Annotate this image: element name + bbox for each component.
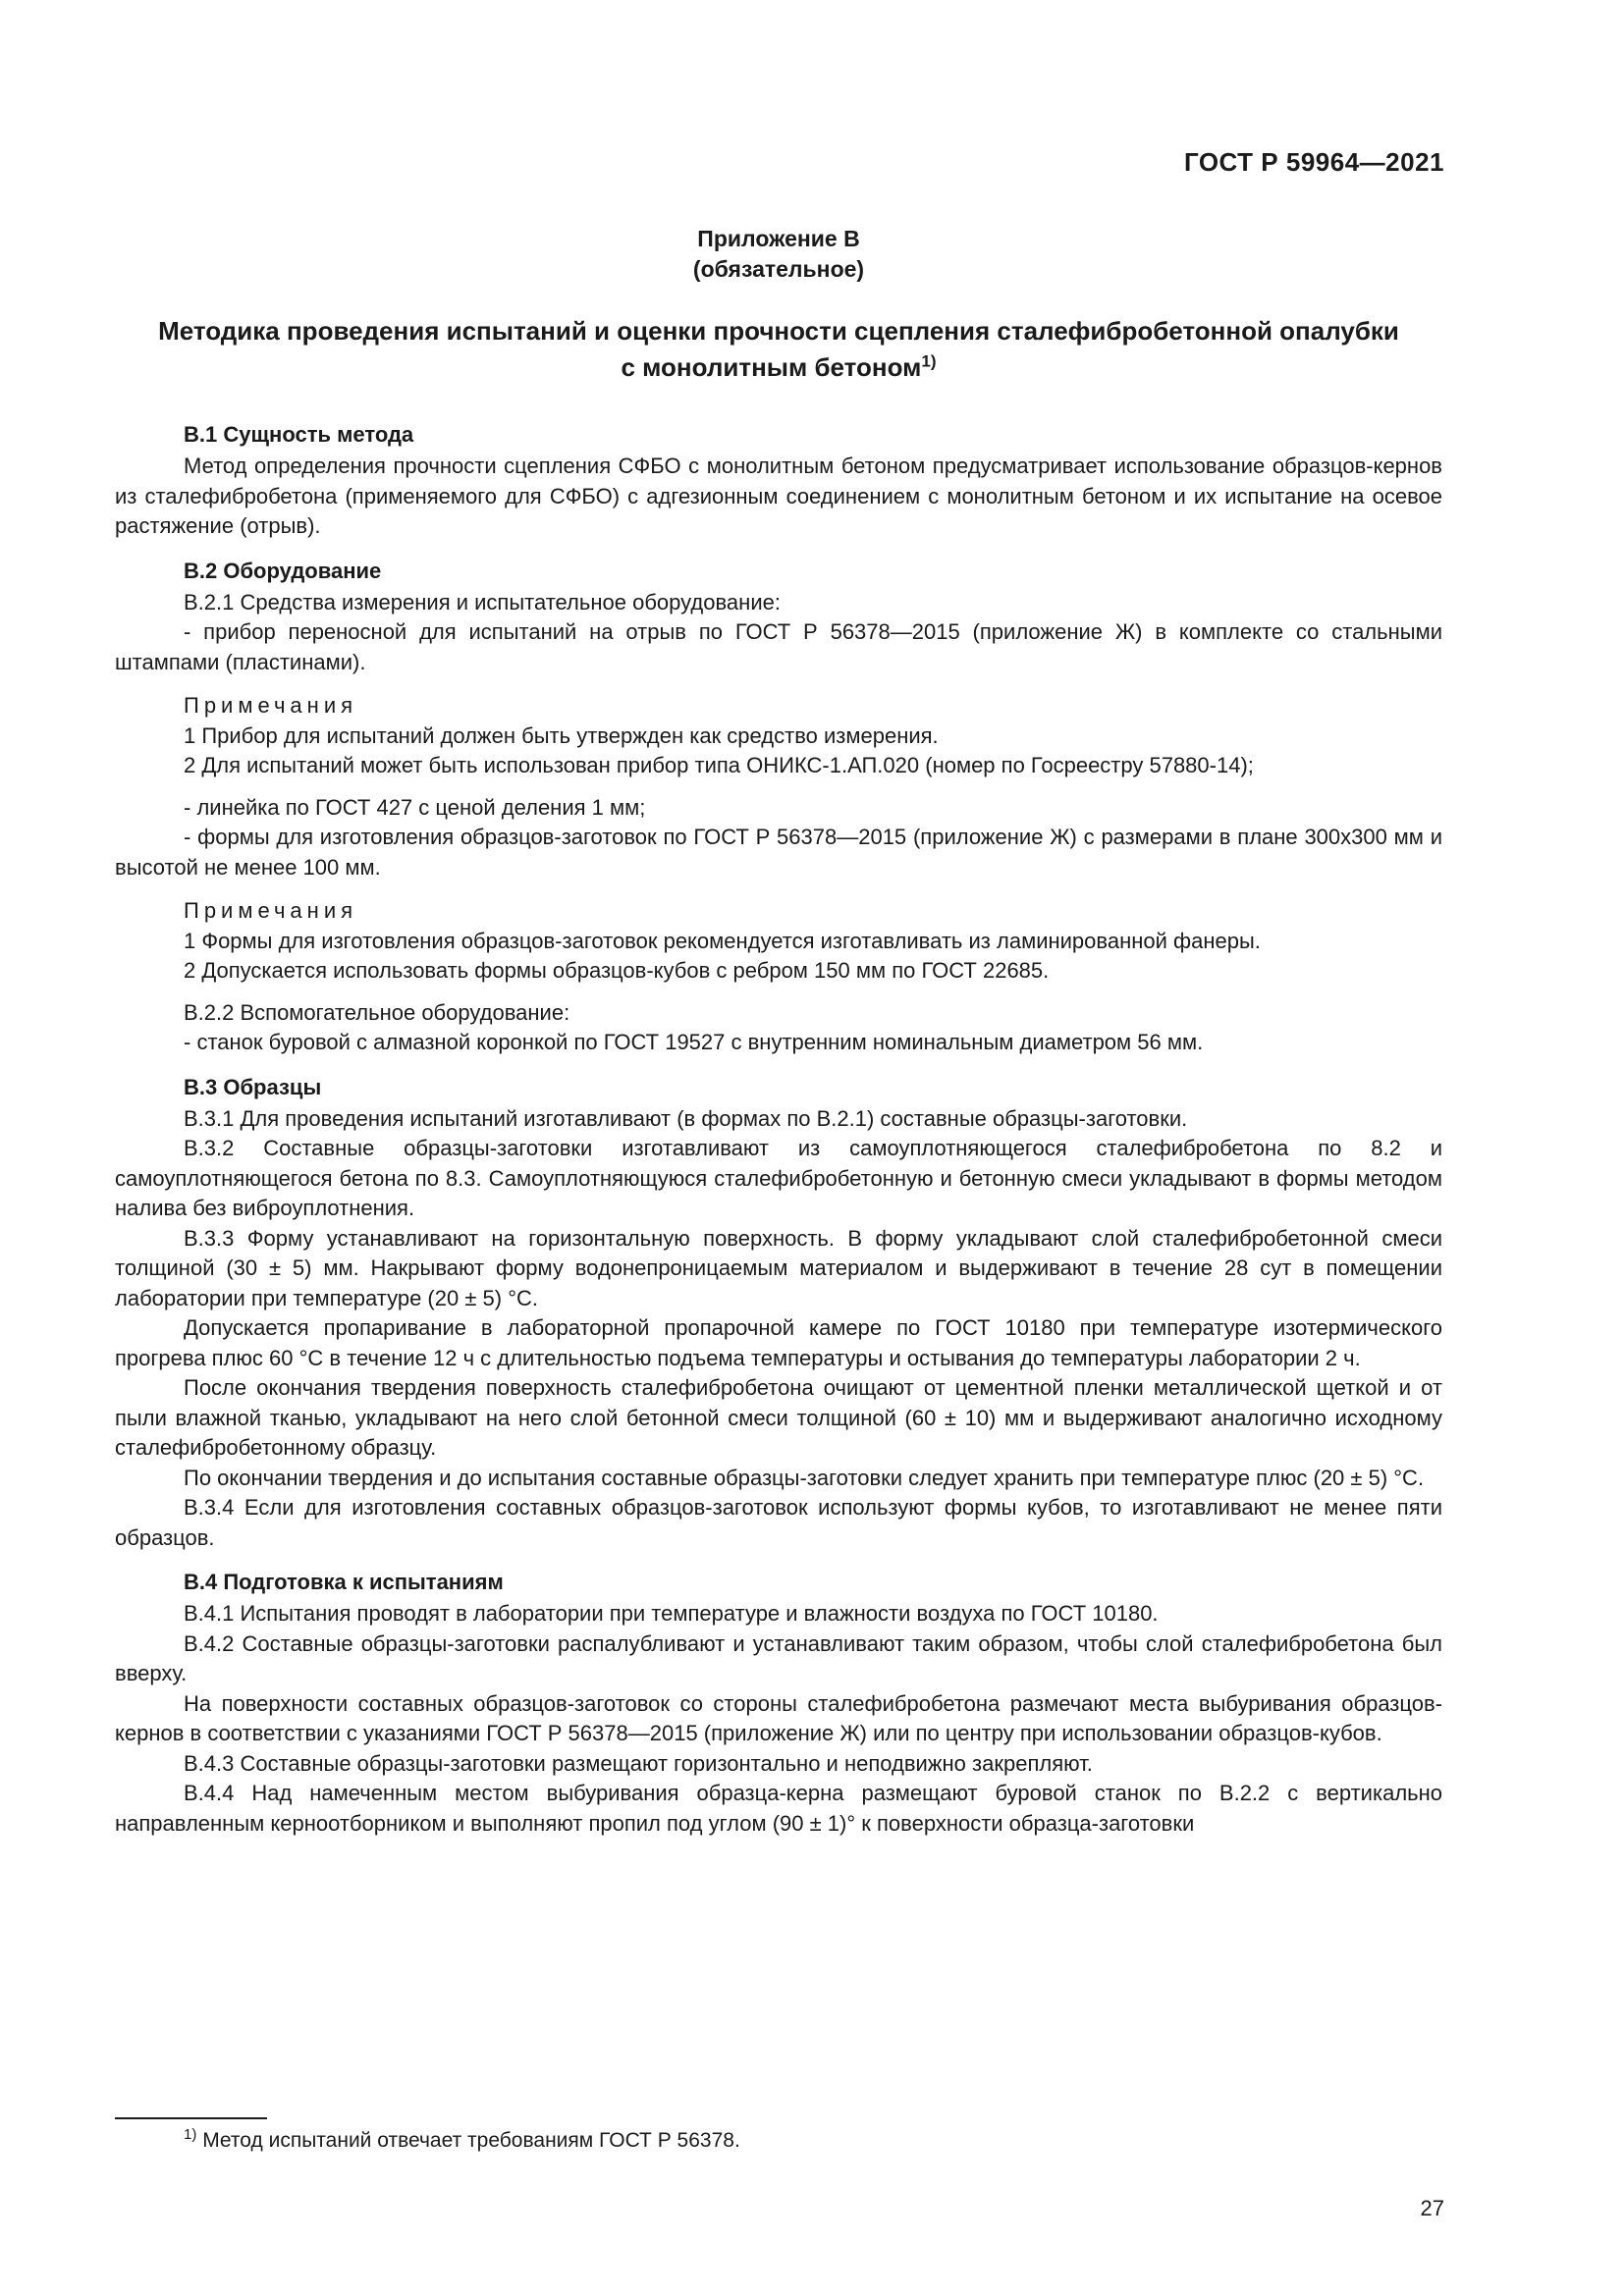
paragraph: По окончании твердения и до испытания составные образцы-заготовки следует хранить при температуре плюс (20 ± 5) °С. — [184, 1465, 1425, 1490]
paragraph: В.3.3 Форму устанавливают на горизонтальную поверхность. В форму укладывают слой сталефибробетонной смеси толщиной (30 ± 5) мм. Накрывают форму водонепроницаемым материалом и выдерживают в течение 28 сут в помещении лаборатории при температуре (20 ± 5) °С. — [115, 1225, 1442, 1310]
notes-heading: Примечания — [184, 693, 358, 718]
document-code: ГОСТ Р 59964—2021 — [1183, 147, 1444, 177]
paragraph: - прибор переносной для испытаний на отрыв по ГОСТ Р 56378—2015 (приложение Ж) в комплекте со стальными штампами (пластинами). — [115, 619, 1442, 674]
paragraph: В.3.4 Если для изготовления составных образцов-заготовок используют формы кубов, то изготавливают не менее пяти образцов. — [115, 1495, 1442, 1550]
footnote-reference: 1) — [921, 351, 937, 371]
annex-title — [154, 313, 1403, 386]
paragraph: В.2.1 Средства измерения и испытательное оборудование: — [184, 589, 781, 614]
paragraph: В.4.2 Составные образцы-заготовки распалубливают и устанавливают таким образом, чтобы слой сталефибробетона был вверху. — [115, 1630, 1442, 1685]
footnote-text: Метод испытаний отвечает требованиям ГОСТ Р 56378. — [202, 2129, 740, 2152]
notes-heading: Примечания — [184, 898, 358, 923]
paragraph: В.2.2 Вспомогательное оборудование: — [184, 999, 570, 1025]
paragraph: Метод определения прочности сцепления СФБО с монолитным бетоном предусматривает использование образцов-кернов из сталефибробетона (применяемого для СФБО) с адгезионным соединением с монолитным бетоном и их испытание на осевое растяжение (отрыв). — [115, 454, 1442, 538]
section-heading-b2: В.2 Оборудование — [184, 558, 382, 583]
paragraph: В.4.3 Составные образцы-заготовки размещают горизонтально и неподвижно закрепляют. — [184, 1750, 1093, 1776]
note-item: 1 Формы для изготовления образцов-заготовок рекомендуется изготавливать из ламинированной фанеры. — [184, 928, 1261, 953]
annex-label: Приложение В — [697, 226, 860, 251]
footnote-divider — [115, 2117, 267, 2119]
page-content — [115, 224, 1442, 1839]
paragraph: В.4.4 Над намеченным местом выбуривания образца-керна размещают буровой станок по В.2.2 с вертикально направленным керноотборником и выполняют пропил под углом (90 ± 1)° к поверхности образца-заготовки — [115, 1781, 1442, 1836]
footnote — [184, 2126, 740, 2156]
paragraph: На поверхности составных образцов-заготовок со стороны сталефибробетона размечают места выбуривания образцов-кернов в соответствии с указаниями ГОСТ Р 56378—2015 (приложение Ж) или по центру при использовании образцов-кубов. — [115, 1690, 1442, 1745]
section-heading-b4: В.4 Подготовка к испытаниям — [184, 1570, 504, 1594]
note-item: 2 Для испытаний может быть использован прибор типа ОНИКС-1.АП.020 (номер по Госреестру 57880-14); — [184, 753, 1254, 777]
section-heading-b1: В.1 Сущность метода — [184, 422, 414, 447]
annex-title-text: Методика проведения испытаний и оценки прочности сцепления сталефибробетонной опалубки с монолитным бетоном — [158, 316, 1399, 382]
note-item: 2 Допускается использовать формы образцов-кубов с ребром 150 мм по ГОСТ 22685. — [184, 958, 1050, 983]
annex-status: (обязательное) — [692, 256, 865, 282]
page-number: 27 — [1420, 2196, 1444, 2220]
paragraph: После окончания твердения поверхность сталефибробетона очищают от цементной пленки металлической щеткой и от пыли влажной тканью, укладывают на него слой бетонной смеси толщиной (60 ± 10) мм и выдерживают аналогично исходному сталефибробетонному образцу. — [115, 1375, 1442, 1460]
paragraph: В.4.1 Испытания проводят в лаборатории при температуре и влажности воздуха по ГОСТ 10180. — [184, 1601, 1159, 1626]
paragraph: - формы для изготовления образцов-заготовок по ГОСТ Р 56378—2015 (приложение Ж) с размерами в плане 300x300 мм и высотой не менее 100 мм. — [115, 825, 1442, 880]
paragraph: В.3.2 Составные образцы-заготовки изготавливают из самоуплотняющегося сталефибробетона по 8.2 и самоуплотняющегося бетона по 8.3. Самоуплотняющуюся сталефибробетонную и бетонную смеси укладывают в формы методом налива без виброуплотнения. — [115, 1136, 1442, 1220]
section-heading-b3: В.3 Образцы — [184, 1074, 322, 1099]
paragraph: - линейка по ГОСТ 427 с ценой деления 1 мм; — [184, 794, 646, 820]
paragraph: - станок буровой с алмазной коронкой по ГОСТ 19527 с внутренним номинальным диаметром 56 мм. — [184, 1030, 1204, 1054]
paragraph: В.3.1 Для проведения испытаний изготавливают (в формах по В.2.1) составные образцы-заготовки. — [184, 1105, 1188, 1131]
paragraph: Допускается пропаривание в лабораторной пропарочной камере по ГОСТ 10180 при температуре изотермического прогрева плюс 60 °С в течение 12 ч с длительностью подъема температуры и остывания до температуры лаборатории 2 ч. — [115, 1315, 1442, 1370]
note-item: 1 Прибор для испытаний должен быть утвержден как средство измерения. — [184, 722, 939, 748]
footnote-mark: 1) — [184, 2126, 197, 2143]
